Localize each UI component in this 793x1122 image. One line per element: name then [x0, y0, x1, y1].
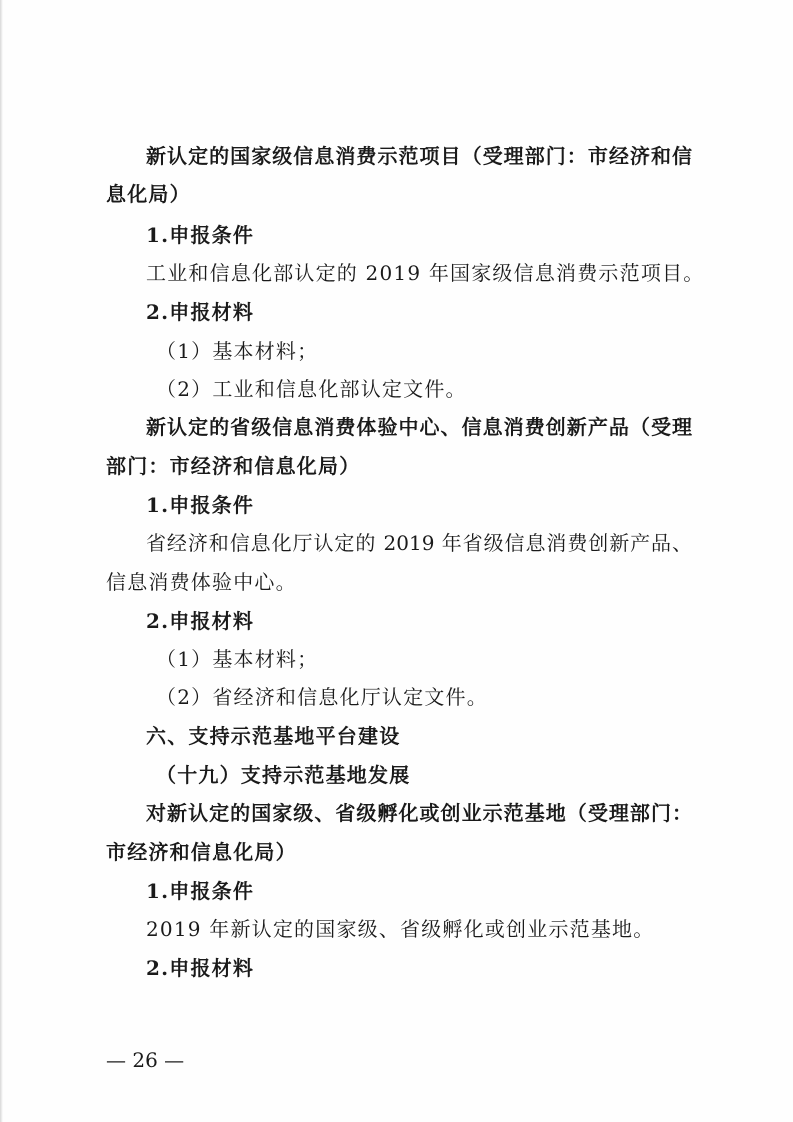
list-item: （2）省经济和信息化厅认定文件。 — [156, 685, 488, 709]
scan-edge-shadow — [0, 0, 3, 1122]
paragraph-text: 工业和信息化部认定的 2019 年国家级信息消费示范项目。 — [146, 261, 705, 285]
chapter-heading: 六、支持示范基地平台建设 — [146, 724, 401, 748]
subheading-conditions: 1.申报条件 — [146, 223, 255, 247]
subheading-materials: 2.申报材料 — [146, 956, 255, 980]
subheading-conditions: 1.申报条件 — [146, 879, 255, 903]
paragraph-text: 省经济和信息化厅认定的 2019 年省级信息消费创新产品、 — [146, 531, 692, 555]
list-item: （1）基本材料； — [156, 647, 319, 671]
section-heading-national-project-cont: 息化局） — [106, 182, 191, 206]
subheading-conditions: 1.申报条件 — [146, 493, 255, 517]
list-item: （1）基本材料； — [156, 339, 319, 363]
section-heading-incubation-base-cont: 市经济和信息化局） — [106, 840, 297, 864]
section-heading-national-project: 新认定的国家级信息消费示范项目（受理部门：市经济和信 — [146, 144, 692, 168]
page-number: — 26 — — [106, 1048, 185, 1072]
section-heading-provincial-center-cont: 部门：市经济和信息化局） — [106, 454, 361, 478]
article-heading: （十九）支持示范基地发展 — [156, 763, 411, 787]
subheading-materials: 2.申报材料 — [146, 300, 255, 324]
section-heading-incubation-base: 对新认定的国家级、省级孵化或创业示范基地（受理部门： — [146, 801, 692, 825]
section-heading-provincial-center: 新认定的省级信息消费体验中心、信息消费创新产品（受理 — [146, 415, 692, 439]
paragraph-text-cont: 信息消费体验中心。 — [106, 570, 297, 594]
list-item: （2）工业和信息化部认定文件。 — [156, 377, 467, 401]
paragraph-text: 2019 年新认定的国家级、省级孵化或创业示范基地。 — [146, 917, 655, 941]
subheading-materials: 2.申报材料 — [146, 609, 255, 633]
